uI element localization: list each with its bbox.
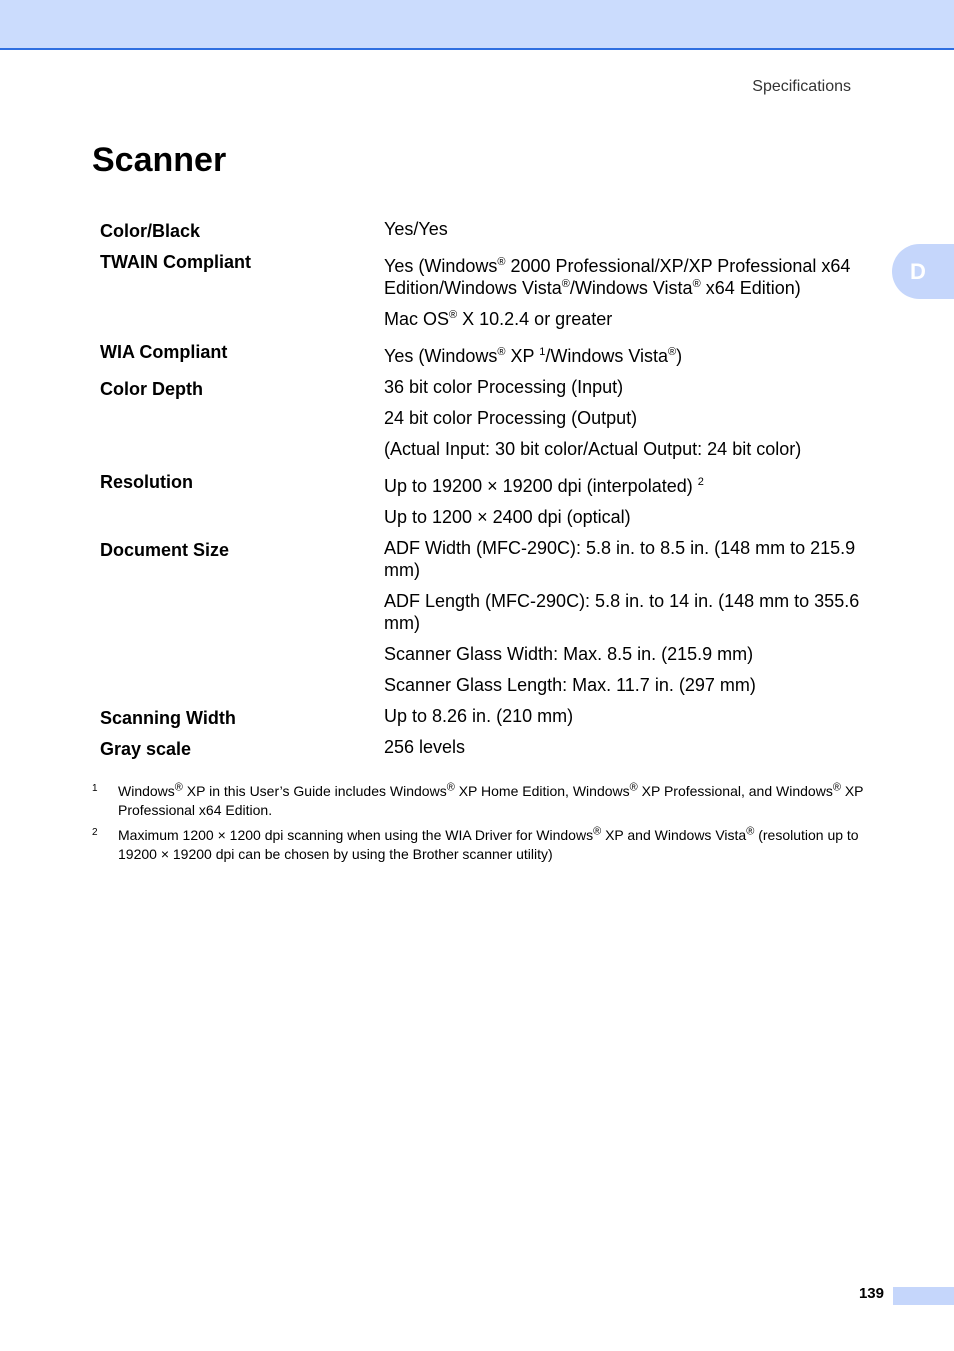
- spec-value: ADF Length (MFC-290C): 5.8 in. to 14 in. (148 mm to 355.6 mm): [384, 591, 860, 633]
- footnote-number: 2: [92, 827, 98, 838]
- spec-values: [384, 339, 890, 376]
- spec-value: Yes/Yes: [384, 219, 448, 239]
- spec-label: Color Depth: [100, 379, 203, 399]
- spec-row: [100, 469, 890, 537]
- spec-value: ADF Width (MFC-290C): 5.8 in. to 8.5 in. (148 mm to 215.9 mm): [384, 538, 856, 580]
- spec-label: Color/Black: [100, 221, 201, 241]
- text-part: XP and Windows Vista: [601, 827, 747, 843]
- text-part: (resolution up to 19200 × 19200 dpi can be chosen by using the Brother scanner utility): [118, 827, 859, 862]
- superscript: ®: [561, 278, 570, 290]
- superscript: ®: [593, 825, 602, 838]
- spec-value: 256 levels: [384, 737, 466, 757]
- superscript: ®: [692, 278, 701, 290]
- superscript: ®: [446, 781, 455, 794]
- chapter-tab: D: [892, 244, 954, 299]
- superscript: ®: [746, 825, 755, 838]
- text-part: XP Professional x64 Edition.: [118, 783, 864, 818]
- spec-values: [384, 218, 890, 249]
- superscript: ®: [174, 781, 183, 794]
- spec-value: (Actual Input: 30 bit color/Actual Output: 24 bit color): [384, 439, 802, 459]
- superscript: ®: [449, 309, 458, 321]
- spec-value: Scanner Glass Length: Max. 11.7 in. (297 mm): [384, 675, 756, 695]
- spec-value: 36 bit color Processing (Input): [384, 377, 624, 397]
- superscript: ®: [832, 781, 841, 794]
- spec-values: [384, 469, 890, 537]
- spec-row: [100, 705, 890, 736]
- text-part: /Windows Vista: [569, 278, 693, 298]
- spec-value: 24 bit color Processing (Output): [384, 408, 638, 428]
- text-part: Yes (Windows: [384, 346, 498, 366]
- footnote-number: 1: [92, 783, 98, 794]
- spec-row: [100, 376, 890, 469]
- spec-value: Up to 1200 × 2400 dpi (optical): [384, 507, 631, 527]
- text-part: X 10.2.4 or greater: [457, 309, 613, 329]
- text-part: XP in this User’s Guide includes Windows: [182, 783, 447, 799]
- text-part: Windows: [118, 783, 175, 799]
- text-part: /Windows Vista: [545, 346, 669, 366]
- spec-row: [100, 218, 890, 249]
- spec-value: Scanner Glass Width: Max. 8.5 in. (215.9 mm): [384, 644, 754, 664]
- scanner-spec-table: [100, 218, 890, 767]
- footnote-text: [118, 826, 882, 864]
- superscript: 2: [697, 476, 704, 488]
- text-part: XP: [505, 346, 540, 366]
- text-part: Maximum 1200 × 1200 dpi scanning when using the WIA Driver for Windows: [118, 827, 594, 843]
- spec-row: [100, 736, 890, 767]
- section-label: Specifications: [752, 78, 851, 95]
- spec-label: Document Size: [100, 540, 230, 560]
- spec-values: [384, 249, 890, 339]
- superscript: 1: [539, 346, 546, 358]
- spec-label: Scanning Width: [100, 708, 236, 728]
- spec-row: [100, 537, 890, 705]
- spec-label: WIA Compliant: [100, 342, 228, 362]
- text-part: Up to 19200 × 19200 dpi (interpolated): [384, 476, 698, 496]
- spec-values: [384, 705, 890, 736]
- spec-value: Up to 8.26 in. (210 mm): [384, 706, 574, 726]
- superscript: ®: [668, 346, 677, 358]
- spec-value: [384, 475, 890, 497]
- spec-value: [384, 308, 890, 330]
- footnote: [92, 826, 882, 864]
- spec-value: [384, 345, 890, 367]
- text-part: XP Home Edition, Windows: [454, 783, 630, 799]
- spec-label: Resolution: [100, 472, 193, 492]
- footnote-text: [118, 782, 882, 820]
- superscript: ®: [497, 346, 506, 358]
- text-part: Mac OS: [384, 309, 450, 329]
- superscript: ®: [629, 781, 638, 794]
- spec-value: [384, 255, 890, 299]
- spec-label: TWAIN Compliant: [100, 252, 251, 272]
- spec-values: [384, 537, 890, 705]
- text-part: 2000 Professional/XP/XP Professional x64 Edition/Windows Vista: [384, 256, 851, 298]
- page-number: 139: [858, 1285, 884, 1302]
- spec-row: [100, 339, 890, 376]
- spec-values: [384, 376, 890, 469]
- text-part: ): [676, 346, 683, 366]
- header-band: [0, 0, 954, 50]
- text-part: Yes (Windows: [384, 256, 498, 276]
- page-number-bar: [893, 1287, 954, 1305]
- spec-values: [384, 736, 890, 767]
- text-part: x64 Edition): [700, 278, 801, 298]
- footnote: [92, 782, 882, 820]
- spec-label: Gray scale: [100, 739, 192, 759]
- page-title: Scanner: [92, 141, 227, 179]
- spec-row: [100, 249, 890, 339]
- footnotes: [92, 782, 882, 870]
- text-part: XP Professional, and Windows: [637, 783, 833, 799]
- superscript: ®: [497, 256, 506, 268]
